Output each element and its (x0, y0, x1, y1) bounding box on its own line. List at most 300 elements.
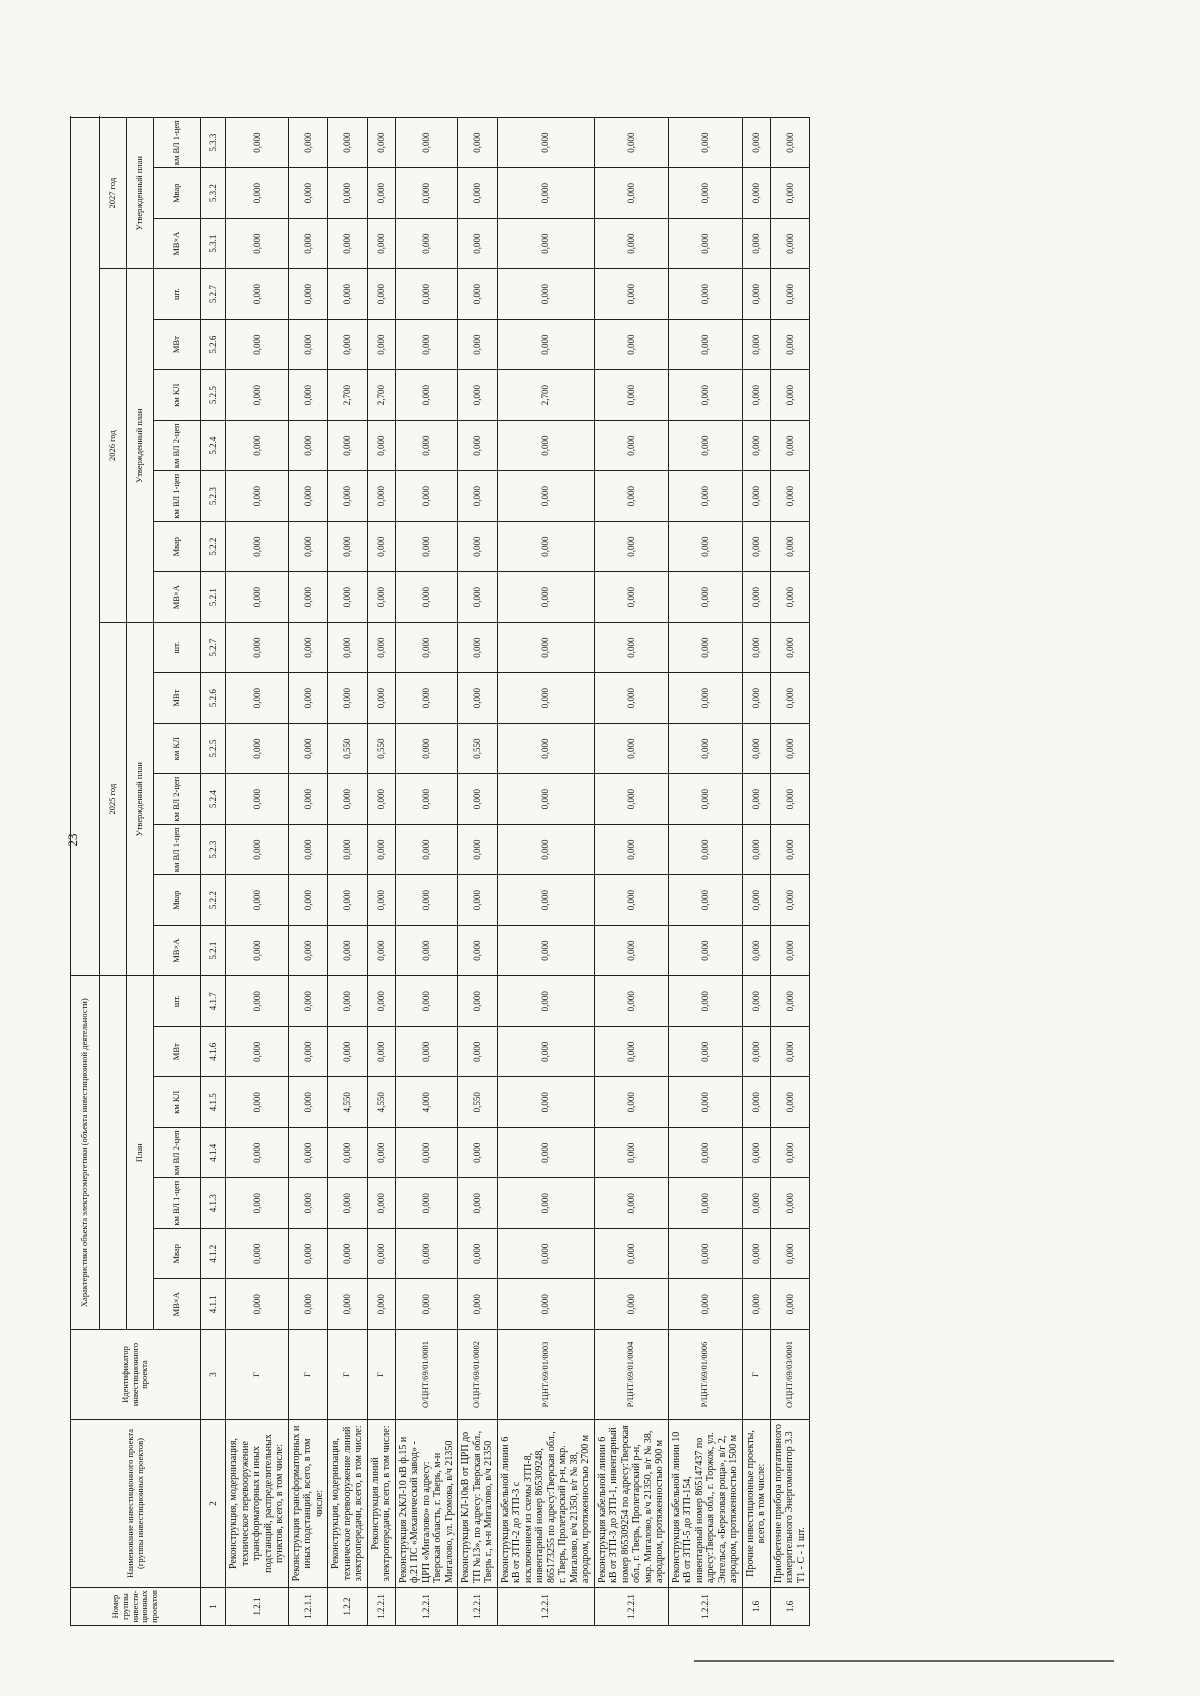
cell-y2025-6: 0,000 (226, 673, 289, 724)
cell-y2025-7: 0,000 (395, 622, 458, 673)
unit-y2025-u2: Мвар (154, 875, 201, 926)
rotated-table-container (70, 118, 1132, 1626)
cell-y2026-3: 0,000 (742, 471, 770, 522)
unit-plan-u3: км ВЛ 1-цеп (154, 1178, 201, 1229)
cell-plan-6: 0,000 (497, 1027, 594, 1078)
header-characteristics: Характеристики объекта электроэнергетики (объекта инвестиционной деятельности) (71, 976, 100, 1330)
cell-plan-6: 0,000 (668, 1027, 742, 1078)
cell-project-id: Г (742, 1330, 770, 1420)
cell-project-id: О/ЦНТ/69/01/0001 (395, 1330, 458, 1420)
cell-y2025-6: 0,000 (497, 673, 594, 724)
colnum-y2025-7: 5.2.7 (201, 622, 226, 673)
cell-y2026-6: 0,000 (594, 319, 668, 370)
cell-y2025-5: 0,000 (226, 723, 289, 774)
cell-y2025-2: 0,000 (458, 875, 498, 926)
cell-plan-4: 0,000 (288, 1128, 328, 1179)
cell-group-number: 1.2.2.1 (458, 1588, 498, 1626)
cell-y2027-1: 0,000 (742, 218, 770, 269)
cell-plan-1: 0,000 (497, 1279, 594, 1330)
cell-y2027-2: 0,000 (594, 168, 668, 219)
cell-y2026-4: 0,000 (770, 420, 810, 471)
table-row (367, 117, 395, 1625)
cell-group-number: 1.2.1.1 (288, 1588, 328, 1626)
cell-y2026-7: 0,000 (395, 269, 458, 320)
cell-y2027-1: 0,000 (497, 218, 594, 269)
cell-plan-5: 0,000 (594, 1077, 668, 1128)
cell-y2025-2: 0,000 (770, 875, 810, 926)
cell-y2027-2: 0,000 (226, 168, 289, 219)
colnum-y2026-3: 5.2.3 (201, 471, 226, 522)
cell-plan-3: 0,000 (226, 1178, 289, 1229)
cell-project-id: Р/ЦНТ/69/01/0006 (668, 1330, 742, 1420)
colnum-y2027-3: 5.3.3 (201, 117, 226, 168)
cell-project-id: Р/ЦНТ/69/01/0004 (594, 1330, 668, 1420)
cell-y2026-2: 0,000 (742, 521, 770, 572)
unit-y2025-u5: км КЛ (154, 723, 201, 774)
cell-y2026-6: 0,000 (395, 319, 458, 370)
cell-y2025-4: 0,000 (594, 774, 668, 825)
cell-plan-2: 0,000 (367, 1229, 395, 1280)
cell-group-number: 1.2.2.1 (594, 1588, 668, 1626)
colnum-plan-5: 4.1.5 (201, 1077, 226, 1128)
cell-y2026-3: 0,000 (458, 471, 498, 522)
cell-group-number: 1.6 (770, 1588, 810, 1626)
cell-y2027-3: 0,000 (497, 117, 594, 168)
cell-y2025-4: 0,000 (328, 774, 368, 825)
cell-plan-5: 0,000 (226, 1077, 289, 1128)
cell-plan-5: 4,000 (395, 1077, 458, 1128)
cell-y2026-6: 0,000 (668, 319, 742, 370)
cell-y2025-4: 0,000 (497, 774, 594, 825)
unit-y2025-u4: км ВЛ 2-цеп (154, 774, 201, 825)
cell-y2026-3: 0,000 (395, 471, 458, 522)
unit-y2025-u1: МВ×А (154, 925, 201, 976)
cell-y2026-5: 0,000 (458, 370, 498, 421)
cell-plan-3: 0,000 (594, 1178, 668, 1229)
cell-y2025-5: 0,000 (497, 723, 594, 774)
colnum-plan-1: 4.1.1 (201, 1279, 226, 1330)
cell-plan-2: 0,000 (288, 1229, 328, 1280)
cell-y2027-3: 0,000 (742, 117, 770, 168)
cell-y2026-4: 0,000 (668, 420, 742, 471)
cell-y2026-6: 0,000 (288, 319, 328, 370)
cell-y2027-1: 0,000 (668, 218, 742, 269)
cell-y2025-6: 0,000 (458, 673, 498, 724)
cell-plan-1: 0,000 (328, 1279, 368, 1330)
cell-plan-3: 0,000 (367, 1178, 395, 1229)
cell-project-id: О/ЦНТ/69/03/0001 (770, 1330, 810, 1420)
cell-y2026-5: 2,700 (367, 370, 395, 421)
cell-y2026-2: 0,000 (226, 521, 289, 572)
cell-y2026-1: 0,000 (395, 572, 458, 623)
cell-y2026-7: 0,000 (328, 269, 368, 320)
cell-y2025-4: 0,000 (770, 774, 810, 825)
header-project-id: Идентификатор инвестиционного проекта (71, 1330, 201, 1420)
cell-y2027-1: 0,000 (594, 218, 668, 269)
cell-project-name: Реконструкция кабельной линии 6 кВ от ЗТП-3 до ЗТП-1, инвентарный номер 865309254 по адресу:Тверская обл., г. Тверь, Пролетарский р-н, мкр. Мигалово, в/ч 21350, в/г № 38, аэродром, протяженностью 900 м (594, 1420, 668, 1588)
colnum-y2027-1: 5.3.1 (201, 218, 226, 269)
unit-plan-u2: Мвар (154, 1229, 201, 1280)
cell-y2025-1: 0,000 (770, 925, 810, 976)
cell-y2025-5: 0,000 (395, 723, 458, 774)
cell-y2026-7: 0,000 (367, 269, 395, 320)
cell-plan-5: 0,000 (770, 1077, 810, 1128)
cell-y2026-3: 0,000 (328, 471, 368, 522)
cell-y2027-2: 0,000 (668, 168, 742, 219)
cell-y2027-1: 0,000 (288, 218, 328, 269)
cell-plan-5: 0,000 (742, 1077, 770, 1128)
cell-y2026-6: 0,000 (770, 319, 810, 370)
cell-plan-7: 0,000 (668, 976, 742, 1027)
cell-project-name: Прочие инвестиционные проекты, всего, в том числе: (742, 1420, 770, 1588)
cell-y2025-7: 0,000 (226, 622, 289, 673)
cell-y2027-3: 0,000 (458, 117, 498, 168)
cell-plan-3: 0,000 (288, 1178, 328, 1229)
cell-y2026-5: 2,700 (328, 370, 368, 421)
cell-plan-6: 0,000 (367, 1027, 395, 1078)
cell-y2025-3: 0,000 (458, 824, 498, 875)
cell-y2026-2: 0,000 (668, 521, 742, 572)
table-row (594, 117, 668, 1625)
cell-y2027-2: 0,000 (770, 168, 810, 219)
cell-y2025-6: 0,000 (288, 673, 328, 724)
cell-y2025-5: 0,000 (594, 723, 668, 774)
cell-plan-1: 0,000 (458, 1279, 498, 1330)
cell-y2025-7: 0,000 (367, 622, 395, 673)
cell-y2026-7: 0,000 (226, 269, 289, 320)
cell-y2026-2: 0,000 (458, 521, 498, 572)
cell-y2025-2: 0,000 (367, 875, 395, 926)
colnum-2: 2 (201, 1420, 226, 1588)
header-plan-blank (100, 976, 127, 1330)
colnum-y2026-2: 5.2.2 (201, 521, 226, 572)
cell-y2026-5: 0,000 (594, 370, 668, 421)
cell-y2025-3: 0,000 (668, 824, 742, 875)
cell-y2027-2: 0,000 (367, 168, 395, 219)
table-row (288, 117, 328, 1625)
unit-y2026-u6: МВт (154, 319, 201, 370)
colnum-1: 1 (201, 1588, 226, 1626)
cell-y2026-7: 0,000 (497, 269, 594, 320)
cell-y2026-1: 0,000 (288, 572, 328, 623)
cell-y2026-2: 0,000 (770, 521, 810, 572)
cell-y2025-7: 0,000 (458, 622, 498, 673)
cell-plan-4: 0,000 (770, 1128, 810, 1179)
cell-y2025-4: 0,000 (742, 774, 770, 825)
cell-plan-1: 0,000 (770, 1279, 810, 1330)
cell-y2025-7: 0,000 (594, 622, 668, 673)
header-approved-plan-2027: Утвержденный план (127, 117, 154, 269)
unit-y2025-u3: км ВЛ 1-цеп (154, 824, 201, 875)
cell-y2027-2: 0,000 (328, 168, 368, 219)
colnum-y2026-7: 5.2.7 (201, 269, 226, 320)
table-row (395, 117, 458, 1625)
cell-plan-7: 0,000 (367, 976, 395, 1027)
header-approved-plan-2026: Утвержденный план (127, 269, 154, 623)
header-plan: План (127, 976, 154, 1330)
page-number: 23 (65, 833, 80, 847)
cell-y2025-3: 0,000 (395, 824, 458, 875)
cell-y2026-4: 0,000 (594, 420, 668, 471)
cell-y2025-6: 0,000 (770, 673, 810, 724)
cell-y2026-4: 0,000 (458, 420, 498, 471)
cell-y2025-2: 0,000 (742, 875, 770, 926)
cell-y2026-3: 0,000 (226, 471, 289, 522)
cell-plan-3: 0,000 (668, 1178, 742, 1229)
cell-plan-1: 0,000 (288, 1279, 328, 1330)
unit-plan-u1: МВ×А (154, 1279, 201, 1330)
cell-y2025-2: 0,000 (668, 875, 742, 926)
unit-y2025-u6: МВт (154, 673, 201, 724)
cell-plan-7: 0,000 (395, 976, 458, 1027)
cell-plan-1: 0,000 (226, 1279, 289, 1330)
cell-y2025-5: 0,000 (668, 723, 742, 774)
cell-y2026-3: 0,000 (594, 471, 668, 522)
cell-y2025-1: 0,000 (458, 925, 498, 976)
cell-y2026-3: 0,000 (770, 471, 810, 522)
table-row (226, 117, 289, 1625)
cell-plan-2: 0,000 (226, 1229, 289, 1280)
cell-y2026-4: 0,000 (328, 420, 368, 471)
cell-plan-6: 0,000 (770, 1027, 810, 1078)
cell-project-id: Г (226, 1330, 289, 1420)
cell-y2026-2: 0,000 (288, 521, 328, 572)
header-year-2025: 2025 год (100, 622, 127, 976)
cell-y2025-7: 0,000 (288, 622, 328, 673)
cell-y2025-7: 0,000 (668, 622, 742, 673)
unit-y2027-u3: км ВЛ 1-цеп (154, 117, 201, 168)
colnum-y2025-6: 5.2.6 (201, 673, 226, 724)
cell-y2025-2: 0,000 (226, 875, 289, 926)
unit-y2027-u2: Мвар (154, 168, 201, 219)
cell-plan-7: 0,000 (226, 976, 289, 1027)
cell-plan-7: 0,000 (594, 976, 668, 1027)
cell-y2027-1: 0,000 (458, 218, 498, 269)
cell-y2025-5: 0,550 (328, 723, 368, 774)
colnum-plan-7: 4.1.7 (201, 976, 226, 1027)
cell-y2026-2: 0,000 (395, 521, 458, 572)
cell-y2026-1: 0,000 (458, 572, 498, 623)
cell-y2025-6: 0,000 (668, 673, 742, 724)
cell-y2027-2: 0,000 (395, 168, 458, 219)
cell-y2027-3: 0,000 (594, 117, 668, 168)
cell-plan-6: 0,000 (395, 1027, 458, 1078)
cell-plan-2: 0,000 (742, 1229, 770, 1280)
cell-project-name: Реконструкция линий электропередачи, всего, в том числе: (367, 1420, 395, 1588)
cell-y2025-5: 0,550 (367, 723, 395, 774)
column-numbers-row (201, 117, 226, 1625)
cell-y2027-2: 0,000 (458, 168, 498, 219)
cell-plan-5: 0,000 (288, 1077, 328, 1128)
cell-y2025-6: 0,000 (367, 673, 395, 724)
unit-plan-u7: шт. (154, 976, 201, 1027)
cell-plan-4: 0,000 (458, 1128, 498, 1179)
cell-y2026-1: 0,000 (594, 572, 668, 623)
cell-plan-2: 0,000 (458, 1229, 498, 1280)
cell-y2026-5: 0,000 (288, 370, 328, 421)
cell-group-number: 1.2.2.1 (497, 1588, 594, 1626)
cell-y2025-1: 0,000 (288, 925, 328, 976)
cell-y2026-2: 0,000 (367, 521, 395, 572)
cell-y2025-2: 0,000 (395, 875, 458, 926)
cell-project-id: Г (288, 1330, 328, 1420)
table-row (742, 117, 770, 1625)
cell-group-number: 1.2.1 (226, 1588, 289, 1626)
header-group-number: Номер группы инвести-ционных проектов (71, 1588, 201, 1626)
cell-y2026-4: 0,000 (226, 420, 289, 471)
colnum-y2025-2: 5.2.2 (201, 875, 226, 926)
colnum-y2026-1: 5.2.1 (201, 572, 226, 623)
cell-y2025-4: 0,000 (668, 774, 742, 825)
cell-y2025-1: 0,000 (395, 925, 458, 976)
cell-y2025-1: 0,000 (594, 925, 668, 976)
cell-plan-3: 0,000 (458, 1178, 498, 1229)
table-body (226, 117, 810, 1625)
cell-y2026-5: 0,000 (742, 370, 770, 421)
cell-plan-3: 0,000 (497, 1178, 594, 1229)
cell-y2026-1: 0,000 (742, 572, 770, 623)
cell-y2025-6: 0,000 (395, 673, 458, 724)
cell-plan-1: 0,000 (367, 1279, 395, 1330)
cell-y2026-4: 0,000 (497, 420, 594, 471)
unit-y2026-u5: км КЛ (154, 370, 201, 421)
cell-y2027-3: 0,000 (328, 117, 368, 168)
cell-plan-2: 0,000 (770, 1229, 810, 1280)
cell-y2026-7: 0,000 (770, 269, 810, 320)
cell-y2026-4: 0,000 (367, 420, 395, 471)
bottom-rule (694, 1660, 1114, 1662)
cell-y2027-1: 0,000 (367, 218, 395, 269)
unit-plan-u6: МВт (154, 1027, 201, 1078)
colnum-plan-2: 4.1.2 (201, 1229, 226, 1280)
cell-y2026-6: 0,000 (226, 319, 289, 370)
cell-group-number: 1.2.2.1 (395, 1588, 458, 1626)
cell-group-number: 1.6 (742, 1588, 770, 1626)
cell-y2027-1: 0,000 (226, 218, 289, 269)
unit-plan-u5: км КЛ (154, 1077, 201, 1128)
cell-plan-7: 0,000 (770, 976, 810, 1027)
unit-plan-u4: км ВЛ 2-цеп (154, 1128, 201, 1179)
cell-plan-1: 0,000 (742, 1279, 770, 1330)
cell-y2025-4: 0,000 (395, 774, 458, 825)
cell-y2025-6: 0,000 (594, 673, 668, 724)
cell-y2026-1: 0,000 (226, 572, 289, 623)
cell-plan-4: 0,000 (395, 1128, 458, 1179)
cell-y2026-3: 0,000 (288, 471, 328, 522)
cell-y2025-5: 0,000 (742, 723, 770, 774)
cell-plan-2: 0,000 (395, 1229, 458, 1280)
cell-y2025-3: 0,000 (328, 824, 368, 875)
cell-plan-6: 0,000 (226, 1027, 289, 1078)
cell-plan-2: 0,000 (497, 1229, 594, 1280)
cell-y2026-7: 0,000 (668, 269, 742, 320)
cell-y2025-5: 0,000 (288, 723, 328, 774)
table-row (328, 117, 368, 1625)
cell-y2026-2: 0,000 (594, 521, 668, 572)
colnum-plan-4: 4.1.4 (201, 1128, 226, 1179)
cell-y2025-5: 0,550 (458, 723, 498, 774)
cell-y2026-5: 0,000 (770, 370, 810, 421)
cell-y2025-2: 0,000 (497, 875, 594, 926)
cell-y2025-7: 0,000 (497, 622, 594, 673)
cell-project-name: Реконструкция, модернизация, техническое перевооружение трансформаторных и иных подстанций, распределительных пунктов, всего, в том числе: (226, 1420, 289, 1588)
cell-y2026-3: 0,000 (668, 471, 742, 522)
cell-plan-5: 0,000 (497, 1077, 594, 1128)
cell-plan-4: 0,000 (594, 1128, 668, 1179)
cell-plan-4: 0,000 (668, 1128, 742, 1179)
cell-y2026-4: 0,000 (288, 420, 328, 471)
cell-y2025-4: 0,000 (288, 774, 328, 825)
unit-y2026-u3: км ВЛ 1-цеп (154, 471, 201, 522)
table-row (668, 117, 742, 1625)
cell-plan-5: 0,000 (668, 1077, 742, 1128)
cell-y2025-2: 0,000 (288, 875, 328, 926)
cell-y2026-6: 0,000 (497, 319, 594, 370)
cell-group-number: 1.2.2 (328, 1588, 368, 1626)
cell-y2027-2: 0,000 (288, 168, 328, 219)
cell-y2027-1: 0,000 (328, 218, 368, 269)
cell-y2027-1: 0,000 (395, 218, 458, 269)
unit-y2025-u7: шт. (154, 622, 201, 673)
cell-y2025-3: 0,000 (770, 824, 810, 875)
cell-y2026-4: 0,000 (395, 420, 458, 471)
cell-y2027-3: 0,000 (770, 117, 810, 168)
table-row (458, 117, 498, 1625)
investment-projects-table (70, 117, 810, 1626)
cell-plan-5: 4,550 (328, 1077, 368, 1128)
unit-y2026-u2: Мвар (154, 521, 201, 572)
cell-plan-7: 0,000 (742, 976, 770, 1027)
cell-y2025-7: 0,000 (742, 622, 770, 673)
table-row (770, 117, 810, 1625)
cell-plan-4: 0,000 (328, 1128, 368, 1179)
cell-plan-6: 0,000 (458, 1027, 498, 1078)
cell-plan-3: 0,000 (742, 1178, 770, 1229)
colnum-plan-3: 4.1.3 (201, 1178, 226, 1229)
header-approved-plan-2025: Утвержденный план (127, 622, 154, 976)
cell-plan-2: 0,000 (328, 1229, 368, 1280)
cell-plan-2: 0,000 (594, 1229, 668, 1280)
cell-y2027-2: 0,000 (497, 168, 594, 219)
cell-project-id: О/ЦНТ/69/01/0002 (458, 1330, 498, 1420)
unit-y2026-u7: шт. (154, 269, 201, 320)
cell-y2025-4: 0,000 (458, 774, 498, 825)
cell-y2027-3: 0,000 (367, 117, 395, 168)
cell-y2026-2: 0,000 (328, 521, 368, 572)
cell-plan-6: 0,000 (594, 1027, 668, 1078)
cell-y2025-5: 0,000 (770, 723, 810, 774)
cell-y2026-1: 0,000 (328, 572, 368, 623)
cell-plan-1: 0,000 (395, 1279, 458, 1330)
cell-project-name: Реконструкция КЛ-10кВ от ЦРП до ТП №13», по адресу: Тверская обл., Тверь г., м-н Мигалово, в/ч 21350 (458, 1420, 498, 1588)
cell-plan-4: 0,000 (226, 1128, 289, 1179)
cell-group-number: 1.2.2.1 (668, 1588, 742, 1626)
cell-y2026-5: 0,000 (668, 370, 742, 421)
cell-plan-2: 0,000 (668, 1229, 742, 1280)
unit-y2026-u1: МВ×А (154, 572, 201, 623)
cell-y2026-5: 2,700 (497, 370, 594, 421)
cell-y2026-7: 0,000 (742, 269, 770, 320)
cell-y2026-5: 0,000 (226, 370, 289, 421)
cell-y2026-1: 0,000 (497, 572, 594, 623)
cell-project-id: Г (367, 1330, 395, 1420)
cell-y2027-2: 0,000 (742, 168, 770, 219)
cell-plan-1: 0,000 (594, 1279, 668, 1330)
cell-y2025-3: 0,000 (594, 824, 668, 875)
cell-y2026-4: 0,000 (742, 420, 770, 471)
cell-y2025-3: 0,000 (497, 824, 594, 875)
cell-project-id: Р/ЦНТ/69/01/0003 (497, 1330, 594, 1420)
